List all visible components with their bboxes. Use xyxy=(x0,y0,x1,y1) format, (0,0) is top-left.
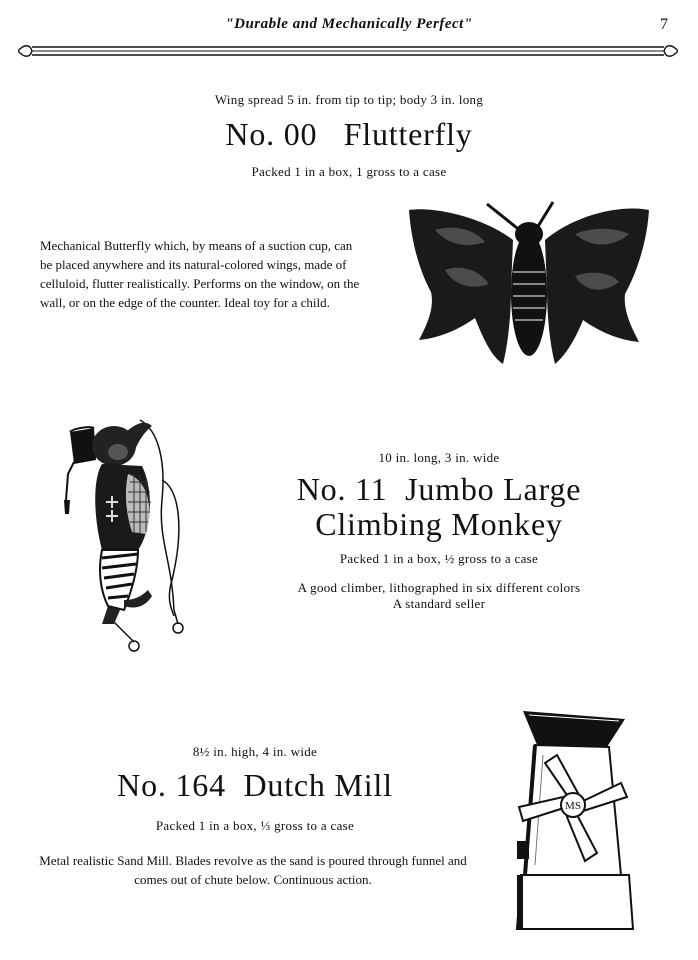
dutch-mill-description: Metal realistic Sand Mill. Blades revolve as the sand is poured through funnel and comes out of chute below. Continuous action. xyxy=(39,853,467,887)
running-header: "Durable and Mechanically Perfect" xyxy=(225,16,473,32)
monkey-description-line-1: A good climber, lithographed in six different colors xyxy=(297,580,581,595)
flutterfly-title: No. 00 Flutterfly xyxy=(225,116,473,152)
butterfly-illustration xyxy=(405,200,655,370)
climbing-monkey-illustration xyxy=(62,410,192,656)
dutch-mill-title: No. 164 Dutch Mill xyxy=(117,767,393,803)
dutch-mill-illustration xyxy=(505,705,655,933)
flutterfly-packing: Packed 1 in a box, 1 gross to a case xyxy=(251,164,447,179)
dutch-mill-spec: 8½ in. high, 4 in. wide xyxy=(192,744,318,759)
flutterfly-description: Mechanical Butterfly which, by means of a suction cup, can be placed anywhere and its natural-colored wings, made of celluloid, flutter realistically. Performs on the window, on the wall, or on the edge of the counter. Ideal toy for a child. xyxy=(40,238,360,310)
monkey-packing: Packed 1 in a box, ½ gross to a case xyxy=(339,551,539,566)
monkey-title-line-2: Climbing Monkey xyxy=(315,506,563,543)
header-ornamental-rule xyxy=(18,42,678,60)
dutch-mill-packing: Packed 1 in a box, ⅓ gross to a case xyxy=(155,818,355,833)
page-number: 7 xyxy=(660,16,668,33)
monkey-description-line-2: A standard seller xyxy=(392,596,486,611)
flutterfly-spec: Wing spread 5 in. from tip to tip; body 3 in. long xyxy=(214,92,484,107)
monkey-spec: 10 in. long, 3 in. wide xyxy=(378,450,500,465)
svg-text:MS: MS xyxy=(565,800,581,812)
monkey-title-line-1: No. 11 Jumbo Large xyxy=(296,471,582,507)
